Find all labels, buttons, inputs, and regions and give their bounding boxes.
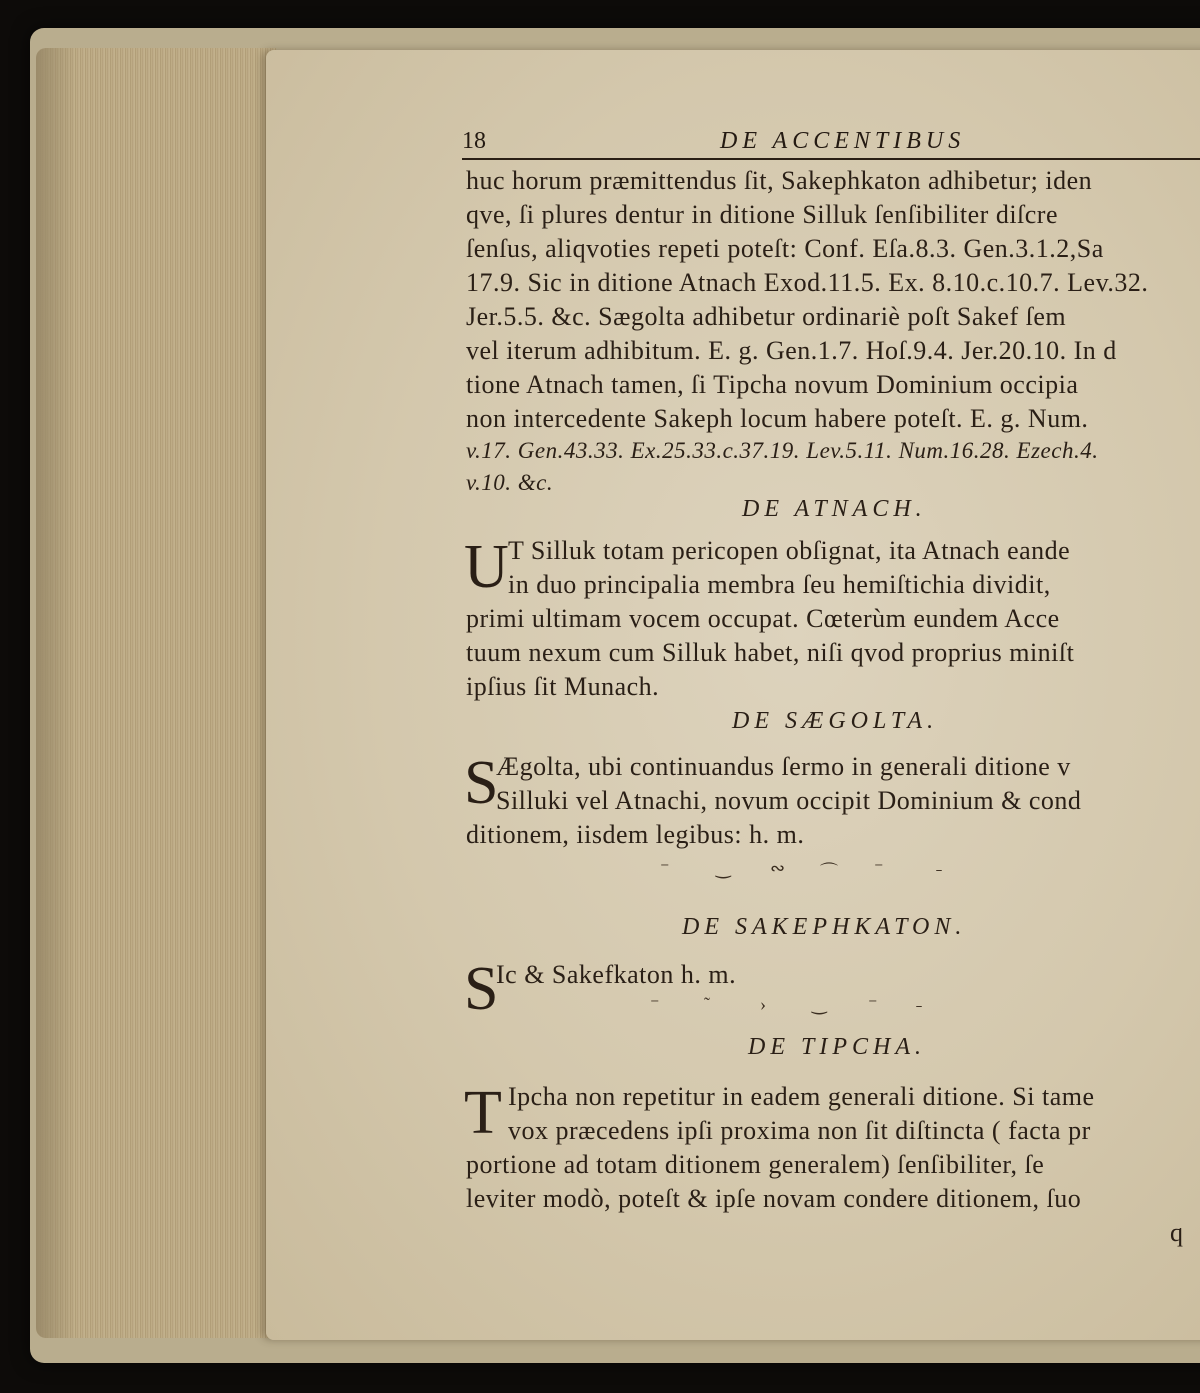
text-line: primi ultimam vocem occupat. Cœterùm eundem Acce: [466, 604, 1060, 633]
accent-mark: ⁻: [650, 994, 660, 1014]
running-title: DE ACCENTIBUS: [720, 128, 966, 154]
section-heading-atnach: DE ATNACH.: [742, 496, 927, 522]
header-rule: [462, 158, 1200, 160]
text-line: in duo principalia membra ſeu hemiſtichia dividit,: [508, 570, 1051, 599]
text-line: ſenſus, aliqvoties repeti poteſt: Conf. Eſa.8.3. Gen.3.1.2,Sa: [466, 234, 1104, 263]
section-heading-saegolta: DE SÆGOLTA.: [732, 708, 939, 734]
accent-mark: ˜: [704, 994, 710, 1014]
section-heading-tipcha: DE TIPCHA.: [748, 1034, 926, 1060]
accent-mark: ⌒: [820, 862, 838, 882]
text-line: tione Atnach tamen, ſi Tipcha novum Dominium occipia: [466, 370, 1079, 399]
text-line: tuum nexum cum Silluk habet, niſi qvod proprius miniſt: [466, 638, 1075, 667]
text-line: ipſius ſit Munach.: [466, 672, 660, 701]
text-line: Ic & Sakefkaton h. m.: [496, 960, 737, 989]
text-line: Jer.5.5. &c. Sægolta adhibetur ordinariè poſt Sakef ſem: [466, 302, 1067, 331]
dropcap-u: U: [464, 533, 509, 601]
text-line: portione ad totam ditionem generalem) ſenſibiliter, ſe: [466, 1150, 1045, 1179]
catchword: q: [1170, 1218, 1184, 1247]
text-line: huc horum præmittendus ſit, Sakephkaton adhibetur; iden: [466, 166, 1093, 195]
accent-mark: ∾: [770, 858, 786, 878]
page-number: 18: [462, 128, 486, 154]
text-line: ditionem, iisdem legibus: h. m.: [466, 820, 805, 849]
text-line: non intercedente Sakeph locum habere poteſt. E. g. Num.: [466, 404, 1089, 433]
text-line: vel iterum adhibitum. E. g. Gen.1.7. Hoſ.9.4. Jer.20.10. In d: [466, 336, 1117, 365]
dropcap-s: S: [464, 955, 499, 1023]
text-line: vox præcedens ipſi proxima non ſit diſtincta ( facta pr: [508, 1116, 1091, 1145]
text-line: qve, ſi plures dentur in ditione Silluk ſenſibiliter diſcre: [466, 200, 1059, 229]
accent-mark: ⁻: [868, 994, 878, 1014]
text-line: v.10. &c.: [466, 470, 554, 495]
accent-mark: ›: [760, 994, 766, 1014]
text-line: Ægolta, ubi continuandus ſermo in generali ditione v: [496, 752, 1071, 781]
accent-mark: ‿: [716, 858, 731, 878]
text-line: Silluki vel Atnachi, novum occipit Dominium & cond: [496, 786, 1082, 815]
dropcap-t: T: [464, 1079, 502, 1147]
text-line: v.17. Gen.43.33. Ex.25.33.c.37.19. Lev.5.11. Num.16.28. Ezech.4.: [466, 438, 1099, 463]
running-header: [462, 128, 1200, 158]
accent-mark: ˗: [916, 994, 922, 1014]
text-line: leviter modò, poteſt & ipſe novam condere ditionem, ſuo: [466, 1184, 1082, 1213]
text-line: Ipcha non repetitur in eadem generali ditione. Si tame: [508, 1082, 1095, 1111]
accent-mark: ‿: [812, 994, 827, 1014]
spine-shadow: [36, 48, 76, 1338]
accent-mark: ⁻: [874, 858, 884, 878]
accent-mark: ⁻: [660, 858, 670, 878]
dropcap-s: S: [464, 749, 499, 817]
section-heading-sakephkaton: DE SAKEPHKATON.: [682, 914, 967, 940]
accent-mark: ˗: [936, 858, 942, 878]
text-line: T Silluk totam pericopen obſignat, ita Atnach eande: [508, 536, 1071, 565]
text-line: 17.9. Sic in ditione Atnach Exod.11.5. Ex. 8.10.c.10.7. Lev.32.: [466, 268, 1149, 297]
